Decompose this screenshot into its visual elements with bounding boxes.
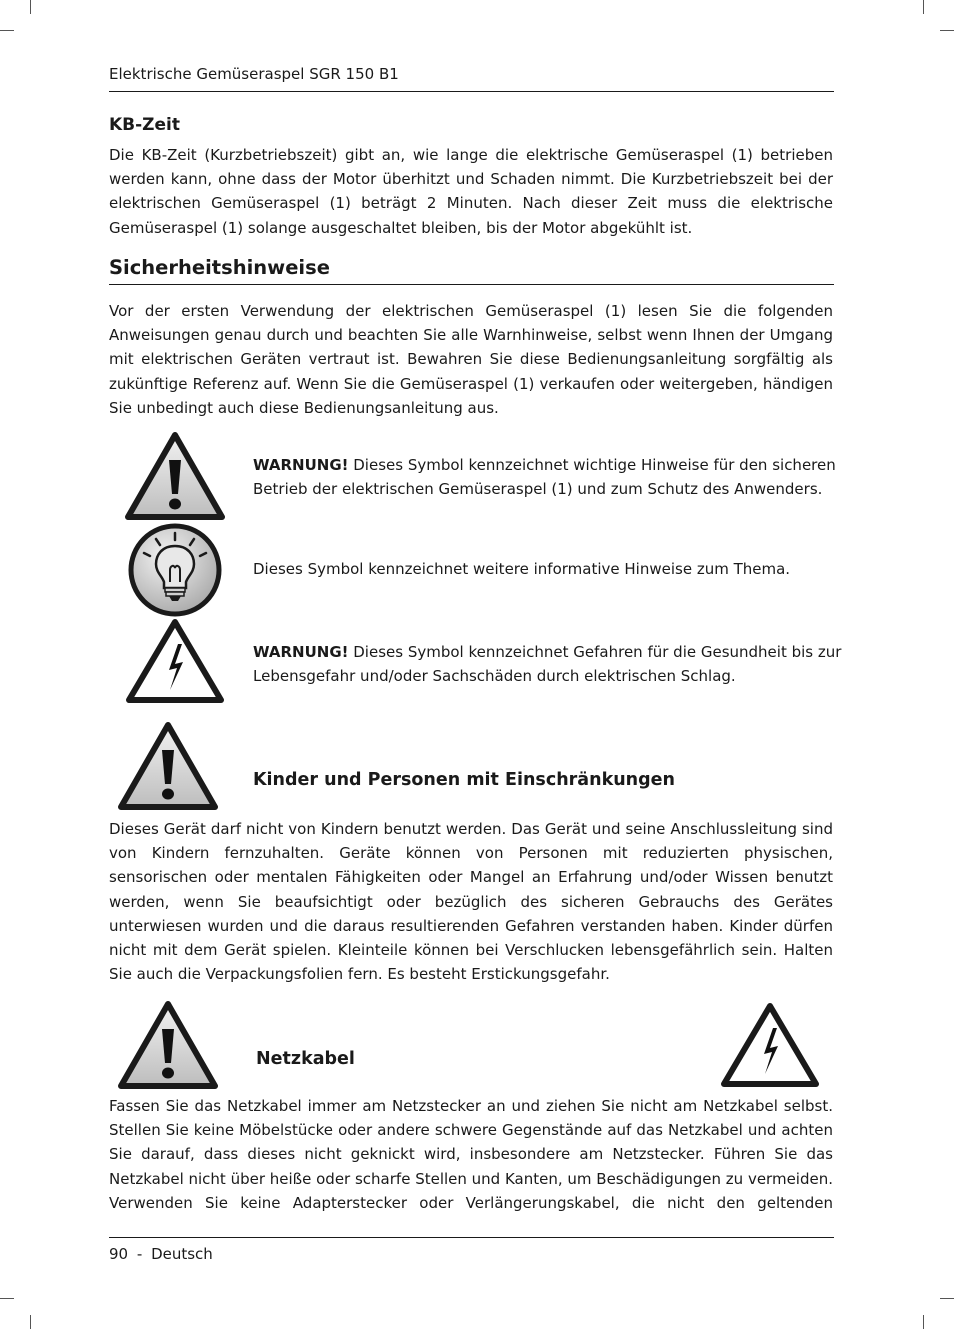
warning-triangle-icon [118, 722, 218, 810]
crop-mark [30, 1315, 31, 1329]
safety-intro-paragraph: Vor der ersten Verwendung der elektrischen Gemüseraspel (1) lesen Sie die folgenden Anweisungen genau durch und beachten Sie alle Warnhinweise, selbst wenn Ihnen der Umgang mit elektrischen Geräten vertraut ist. Bewahren Sie diese Bedienungsanleitung sorgfältig als zukünftige Referenz auf. Wenn Sie die Gemüseraspel (1) verkaufen oder weitergeben, händigen Sie unbedingt auch diese Bedienungsanleitung aus. [109, 302, 833, 417]
crop-mark [0, 30, 14, 31]
page-header-title: Elektrische Gemüseraspel SGR 150 B1 [109, 65, 399, 83]
crop-mark [940, 30, 954, 31]
page-number: 90 [109, 1245, 129, 1263]
symbol-note-warning [253, 453, 843, 502]
cable-paragraph: Fassen Sie das Netzkabel immer am Netzstecker an und ziehen Sie nicht am Netzkabel selbst. Stellen Sie keine Möbelstücke oder andere schwere Gegenstände auf das Netzkabel und achten Sie darauf, dass dieses nicht geknickt wird, insbesondere am Netzstecker. Führen Sie das Netzkabel nicht über heiße oder scharfe Stellen und Kanten, um Beschädigungen zu vermeiden. Verwenden Sie keine Adapterstecker oder Verlängerungskabel, die nicht den geltenden [109, 1097, 833, 1212]
section-heading-children: Kinder und Personen mit Einschränkungen [253, 770, 675, 790]
warning-label: WARNUNG! [253, 643, 349, 661]
symbol-note-shock [253, 640, 843, 689]
warning-triangle-icon [125, 432, 225, 520]
footer-separator: - [136, 1245, 143, 1263]
crop-mark [30, 0, 31, 14]
warning-text: Dieses Symbol kennzeichnet Gefahren für die Gesundheit bis zur Lebensgefahr und/oder Sachschäden durch elektrischen Schlag. [253, 643, 842, 686]
electric-shock-icon [125, 618, 225, 704]
warning-triangle-icon [118, 1001, 218, 1089]
lightbulb-icon [127, 522, 223, 618]
warning-label: WARNUNG! [253, 456, 349, 474]
page-footer [109, 1244, 213, 1264]
section-heading-kb-zeit: KB-Zeit [109, 115, 180, 135]
children-paragraph: Dieses Gerät darf nicht von Kindern benutzt werden. Das Gerät und seine Anschlussleitung sind von Kindern fernzuhalten. Geräte können von Personen mit reduzierten physischen, sensorischen oder mentalen Fähigkeiten oder Mangel an Erfahrung und/oder Wissen benutzt werden, wenn Sie beaufsichtigt oder bezüglich des sicheren Gebrauchs des Gerätes unterwiesen wurden und die daraus resultierenden Gefahren verstanden haben. Kinder dürfen nicht mit dem Gerät spielen. Kleinteile können bei Verschlucken lebensgefährlich sein. Halten Sie auch die Verpackungsfolien fern. Es besteht Erstickungsgefahr. [109, 820, 833, 984]
safety-heading-rule [109, 284, 834, 285]
kb-zeit-paragraph: Die KB-Zeit (Kurzbetriebszeit) gibt an, wie lange die elektrische Gemüseraspel (1) betrieben werden kann, ohne dass der Motor überhitzt und Schaden nimmt. Die Kurzbetriebszeit bei der elektrischen Gemüseraspel (1) beträgt 2 Minuten. Nach dieser Zeit muss die elektrische Gemüseraspel (1) solange ausgeschaltet bleiben, bis der Motor abgekühlt ist. [109, 146, 833, 237]
crop-mark [923, 1315, 924, 1329]
footer-language: Deutsch [151, 1245, 213, 1263]
crop-mark [923, 0, 924, 14]
symbol-note-info: Dieses Symbol kennzeichnet weitere informative Hinweise zum Thema. [253, 560, 791, 578]
warning-text: Dieses Symbol kennzeichnet wichtige Hinweise für den sicheren Betrieb der elektrischen Gemüseraspel (1) und zum Schutz des Anwenders. [253, 456, 836, 499]
header-rule [109, 91, 834, 92]
electric-shock-icon [720, 1002, 820, 1088]
crop-mark [0, 1298, 14, 1299]
footer-rule [109, 1237, 834, 1238]
crop-mark [940, 1298, 954, 1299]
section-heading-cable: Netzkabel [256, 1049, 355, 1069]
section-heading-safety: Sicherheitshinweise [109, 256, 330, 279]
